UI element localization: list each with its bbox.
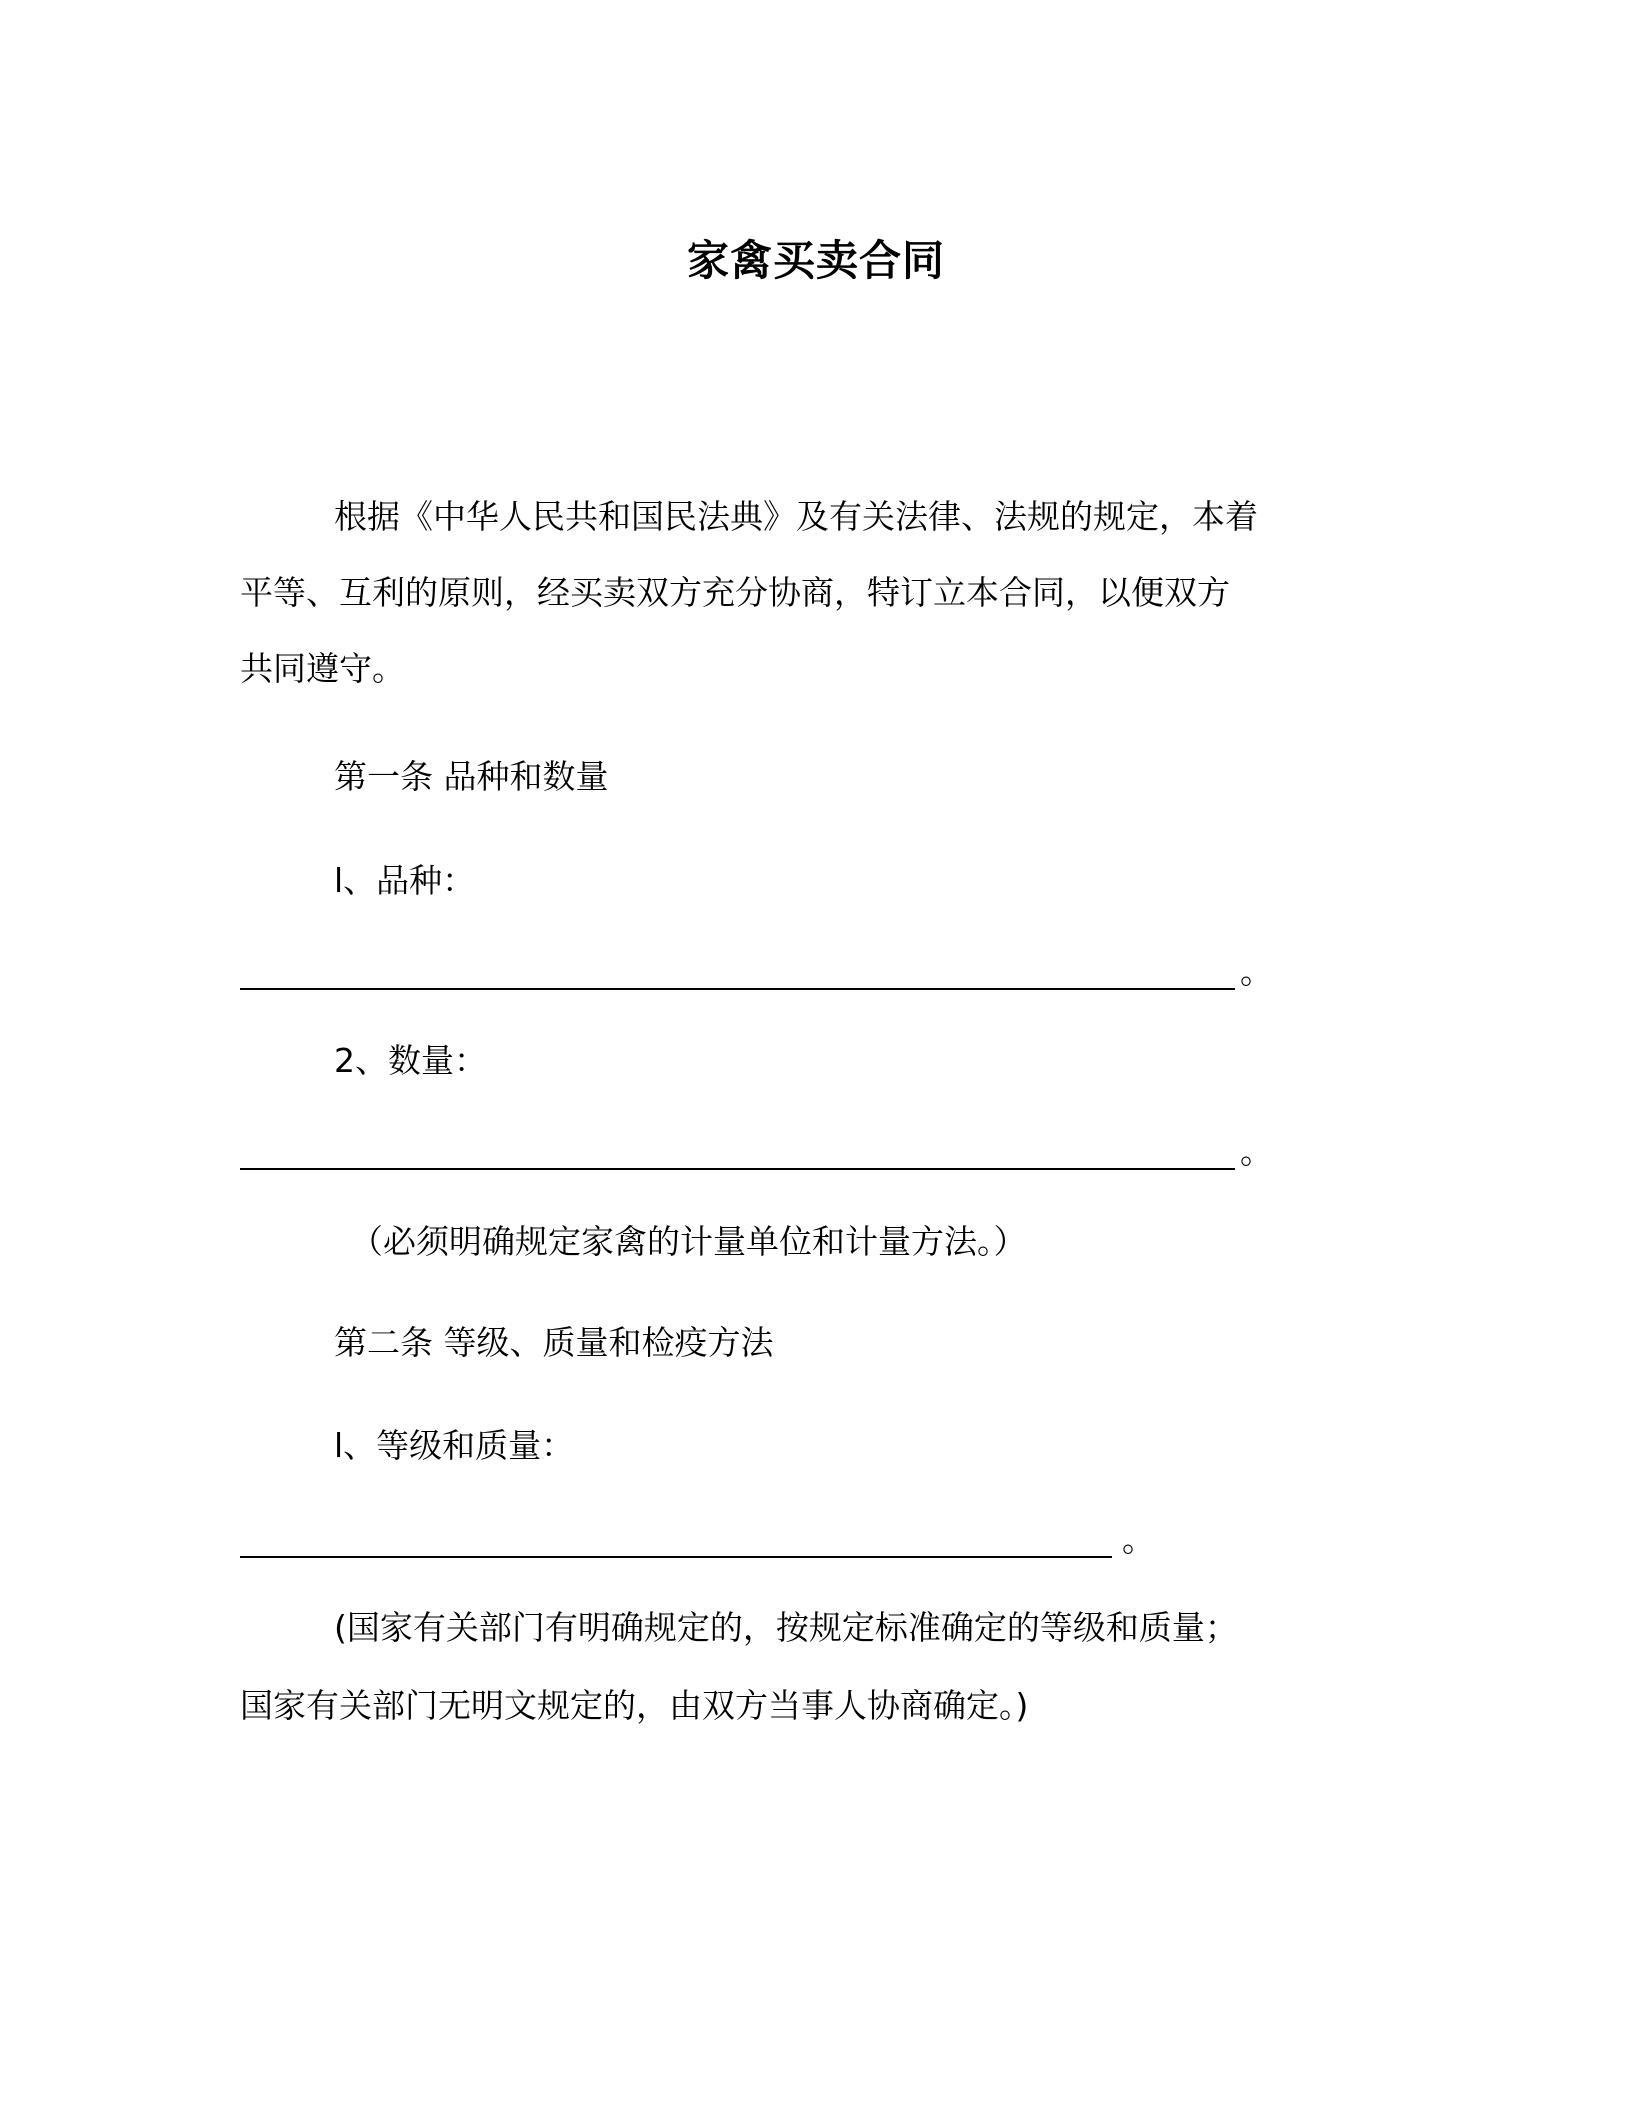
preamble-line-3: 共同遵守。 <box>240 649 405 688</box>
article-1-item-1-blank <box>240 952 1273 992</box>
blank-end-mark: 。 <box>1240 1132 1273 1171</box>
article-2-heading: 第二条 等级、质量和检疫方法 <box>334 1323 774 1362</box>
article-2-note-line-1: (国家有关部门有明确规定的，按规定标准确定的等级和质量； <box>334 1608 1238 1647</box>
blank-end-mark: 。 <box>1240 952 1273 991</box>
preamble-line-1: 根据《中华人民共和国民法典》及有关法律、法规的规定，本着 <box>334 497 1258 536</box>
article-1-note: （必须明确规定家禽的计量单位和计量方法。） <box>350 1222 1027 1261</box>
preamble-line-2: 平等、互利的原则，经买卖双方充分协商，特订立本合同，以便双方 <box>240 573 1230 612</box>
blank-end-mark: 。 <box>1122 1520 1155 1559</box>
article-1-heading: 第一条 品种和数量 <box>334 757 609 796</box>
article-1-item-2-blank <box>240 1132 1273 1172</box>
article-2-item-1-label: l、等级和质量： <box>334 1426 575 1465</box>
fill-in-blank-line <box>240 988 1235 990</box>
fill-in-blank-line <box>240 1168 1235 1170</box>
article-1-item-1-label: l、品种： <box>334 861 476 900</box>
fill-in-blank-line <box>240 1556 1112 1558</box>
article-2-item-1-blank <box>240 1520 1155 1560</box>
document-title: 家禽买卖合同 <box>686 236 945 285</box>
article-2-note-line-2: 国家有关部门无明文规定的，由双方当事人协商确定。) <box>240 1686 1029 1725</box>
article-1-item-2-label: 2、数量： <box>334 1041 487 1080</box>
